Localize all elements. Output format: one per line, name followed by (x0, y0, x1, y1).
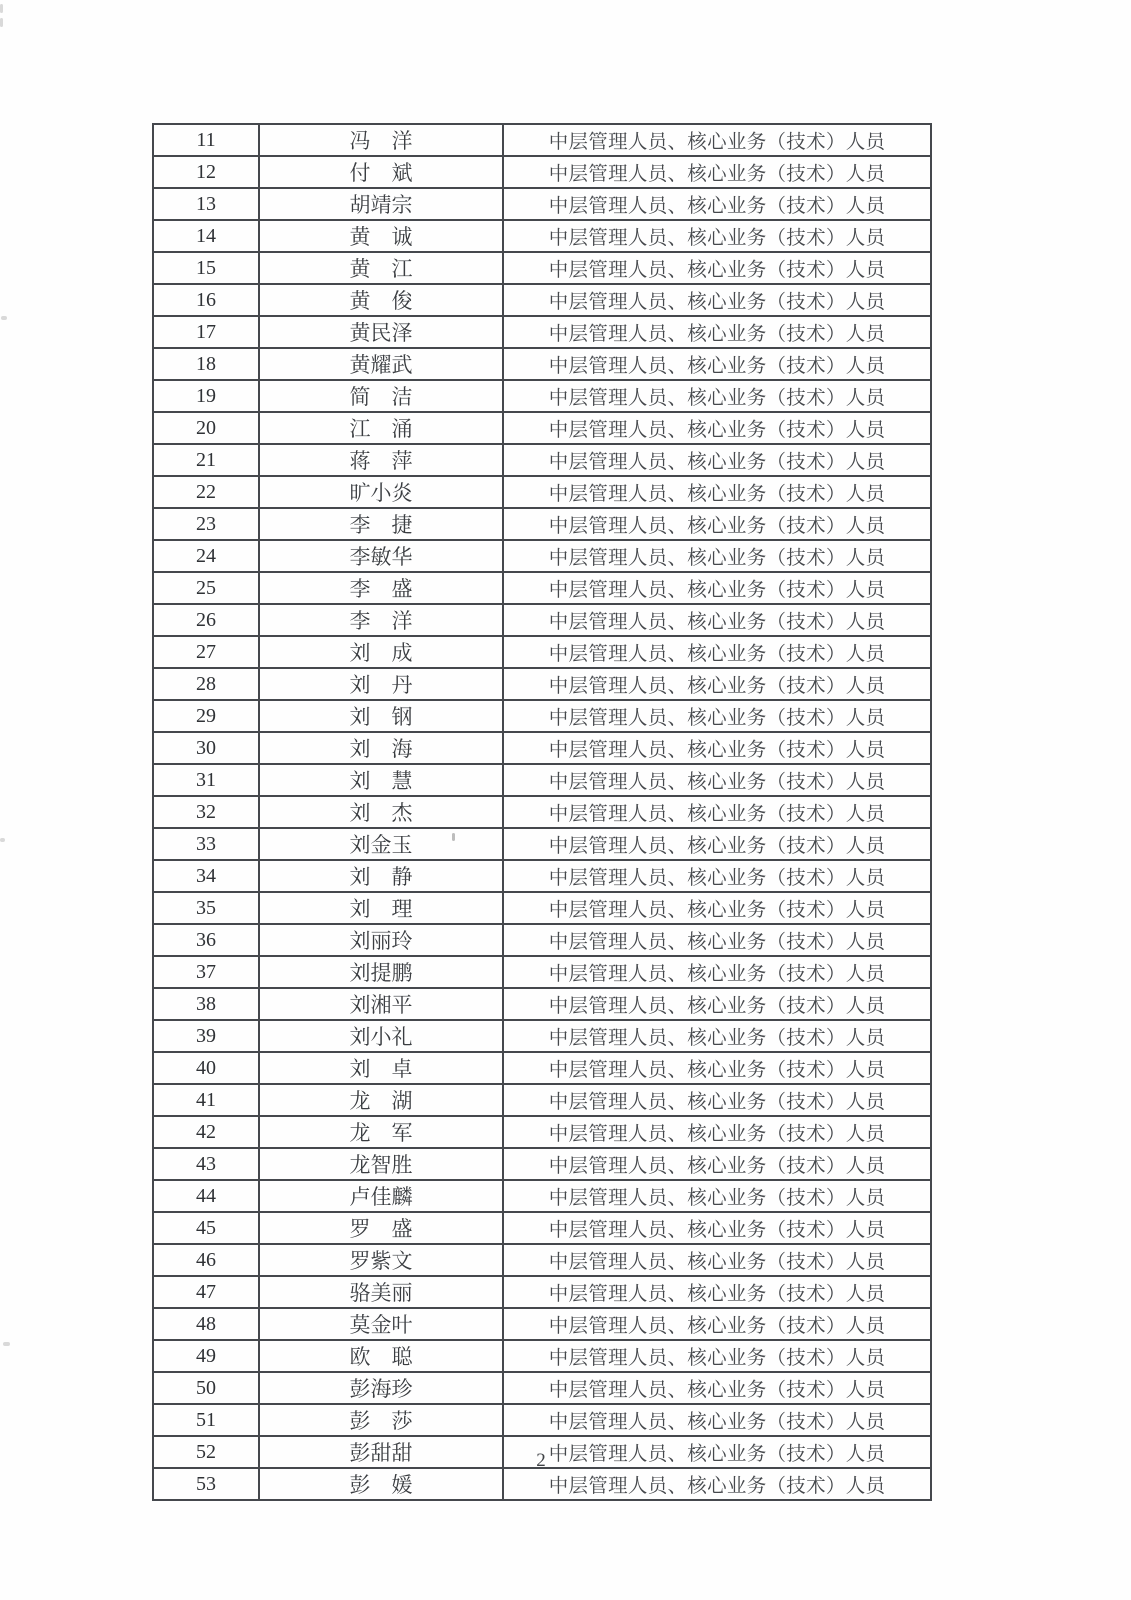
row-index-cell: 40 (153, 1052, 259, 1084)
category-cell: 中层管理人员、核心业务（技术）人员 (503, 1180, 931, 1212)
table-row (153, 988, 931, 1020)
category-cell: 中层管理人员、核心业务（技术）人员 (503, 956, 931, 988)
table-row (153, 604, 931, 636)
category-cell: 中层管理人员、核心业务（技术）人员 (503, 1020, 931, 1052)
table-row (153, 828, 931, 860)
name-cell: 卢佳麟 (259, 1180, 503, 1212)
row-index-cell: 51 (153, 1404, 259, 1436)
scan-artifact (452, 833, 455, 841)
table-row (153, 380, 931, 412)
table-row (153, 796, 931, 828)
category-cell: 中层管理人员、核心业务（技术）人员 (503, 604, 931, 636)
row-index-cell: 26 (153, 604, 259, 636)
table-row (153, 924, 931, 956)
row-index-cell: 13 (153, 188, 259, 220)
row-index-cell: 17 (153, 316, 259, 348)
category-cell: 中层管理人员、核心业务（技术）人员 (503, 988, 931, 1020)
row-index-cell: 53 (153, 1468, 259, 1500)
row-index-cell: 41 (153, 1084, 259, 1116)
table-row (153, 668, 931, 700)
category-cell: 中层管理人员、核心业务（技术）人员 (503, 156, 931, 188)
category-cell: 中层管理人员、核心业务（技术）人员 (503, 1116, 931, 1148)
table-row (153, 1308, 931, 1340)
name-cell: 蒋 萍 (259, 444, 503, 476)
category-cell: 中层管理人员、核心业务（技术）人员 (503, 668, 931, 700)
category-cell: 中层管理人员、核心业务（技术）人员 (503, 540, 931, 572)
row-index-cell: 34 (153, 860, 259, 892)
category-cell: 中层管理人员、核心业务（技术）人员 (503, 1404, 931, 1436)
name-cell: 黄 俊 (259, 284, 503, 316)
page-number: 2 (536, 1450, 546, 1471)
name-cell: 骆美丽 (259, 1276, 503, 1308)
category-cell: 中层管理人员、核心业务（技术）人员 (503, 188, 931, 220)
category-cell: 中层管理人员、核心业务（技术）人员 (503, 892, 931, 924)
table-row (153, 1468, 931, 1500)
name-cell: 刘金玉 (259, 828, 503, 860)
table-row (153, 540, 931, 572)
row-index-cell: 19 (153, 380, 259, 412)
table-row (153, 412, 931, 444)
name-cell: 李 捷 (259, 508, 503, 540)
name-cell: 刘丽玲 (259, 924, 503, 956)
row-index-cell: 14 (153, 220, 259, 252)
table-row (153, 892, 931, 924)
table-row (153, 636, 931, 668)
row-index-cell: 50 (153, 1372, 259, 1404)
category-cell: 中层管理人员、核心业务（技术）人员 (503, 348, 931, 380)
name-cell: 刘 杰 (259, 796, 503, 828)
table-row (153, 732, 931, 764)
category-cell: 中层管理人员、核心业务（技术）人员 (503, 732, 931, 764)
category-cell: 中层管理人员、核心业务（技术）人员 (503, 316, 931, 348)
row-index-cell: 35 (153, 892, 259, 924)
category-cell: 中层管理人员、核心业务（技术）人员 (503, 764, 931, 796)
row-index-cell: 25 (153, 572, 259, 604)
name-cell: 欧 聪 (259, 1340, 503, 1372)
name-cell: 付 斌 (259, 156, 503, 188)
category-cell: 中层管理人员、核心业务（技术）人员 (503, 1276, 931, 1308)
category-cell: 中层管理人员、核心业务（技术）人员 (503, 1052, 931, 1084)
row-index-cell: 18 (153, 348, 259, 380)
table-row (153, 220, 931, 252)
category-cell: 中层管理人员、核心业务（技术）人员 (503, 1340, 931, 1372)
name-cell: 冯 洋 (259, 124, 503, 156)
table-row (153, 956, 931, 988)
row-index-cell: 48 (153, 1308, 259, 1340)
name-cell: 刘小礼 (259, 1020, 503, 1052)
category-cell: 中层管理人员、核心业务（技术）人员 (503, 1212, 931, 1244)
row-index-cell: 31 (153, 764, 259, 796)
name-cell: 龙 军 (259, 1116, 503, 1148)
row-index-cell: 29 (153, 700, 259, 732)
name-cell: 彭 莎 (259, 1404, 503, 1436)
table-row (153, 444, 931, 476)
category-cell: 中层管理人员、核心业务（技术）人员 (503, 476, 931, 508)
category-cell: 中层管理人员、核心业务（技术）人员 (503, 636, 931, 668)
table-row (153, 700, 931, 732)
table-row (153, 572, 931, 604)
row-index-cell: 11 (153, 124, 259, 156)
category-cell: 中层管理人员、核心业务（技术）人员 (503, 380, 931, 412)
category-cell: 中层管理人员、核心业务（技术）人员 (503, 220, 931, 252)
table-row (153, 1372, 931, 1404)
row-index-cell: 42 (153, 1116, 259, 1148)
table-row (153, 156, 931, 188)
name-cell: 刘 钢 (259, 700, 503, 732)
name-cell: 莫金叶 (259, 1308, 503, 1340)
table-row (153, 1180, 931, 1212)
category-cell: 中层管理人员、核心业务（技术）人员 (503, 1148, 931, 1180)
category-cell: 中层管理人员、核心业务（技术）人员 (503, 700, 931, 732)
name-cell: 李 洋 (259, 604, 503, 636)
row-index-cell: 24 (153, 540, 259, 572)
name-cell: 刘提鹏 (259, 956, 503, 988)
row-index-cell: 20 (153, 412, 259, 444)
name-cell: 简 洁 (259, 380, 503, 412)
name-cell: 黄民泽 (259, 316, 503, 348)
category-cell: 中层管理人员、核心业务（技术）人员 (503, 124, 931, 156)
row-index-cell: 38 (153, 988, 259, 1020)
row-index-cell: 45 (153, 1212, 259, 1244)
name-cell: 刘 卓 (259, 1052, 503, 1084)
name-cell: 刘 静 (259, 860, 503, 892)
name-cell: 黄耀武 (259, 348, 503, 380)
table-row (153, 284, 931, 316)
table-row (153, 1052, 931, 1084)
table-row (153, 1404, 931, 1436)
name-cell: 彭甜甜 (259, 1436, 503, 1468)
roster-table-body (153, 124, 931, 1500)
row-index-cell: 44 (153, 1180, 259, 1212)
name-cell: 黄 江 (259, 252, 503, 284)
category-cell: 中层管理人员、核心业务（技术）人员 (503, 444, 931, 476)
table-row (153, 764, 931, 796)
name-cell: 罗紫文 (259, 1244, 503, 1276)
name-cell: 彭海珍 (259, 1372, 503, 1404)
category-cell: 中层管理人员、核心业务（技术）人员 (503, 828, 931, 860)
row-index-cell: 36 (153, 924, 259, 956)
row-index-cell: 30 (153, 732, 259, 764)
name-cell: 刘湘平 (259, 988, 503, 1020)
table-row (153, 188, 931, 220)
table-row (153, 1340, 931, 1372)
table-row (153, 348, 931, 380)
table-row (153, 124, 931, 156)
row-index-cell: 23 (153, 508, 259, 540)
row-index-cell: 16 (153, 284, 259, 316)
name-cell: 李敏华 (259, 540, 503, 572)
table-row (153, 1116, 931, 1148)
category-cell: 中层管理人员、核心业务（技术）人员 (503, 924, 931, 956)
name-cell: 刘 成 (259, 636, 503, 668)
table-row (153, 1148, 931, 1180)
row-index-cell: 21 (153, 444, 259, 476)
table-row (153, 1084, 931, 1116)
row-index-cell: 47 (153, 1276, 259, 1308)
scan-artifact (0, 18, 3, 27)
table-row (153, 1244, 931, 1276)
table-row (153, 1212, 931, 1244)
row-index-cell: 27 (153, 636, 259, 668)
name-cell: 李 盛 (259, 572, 503, 604)
row-index-cell: 52 (153, 1436, 259, 1468)
row-index-cell: 15 (153, 252, 259, 284)
name-cell: 江 涌 (259, 412, 503, 444)
row-index-cell: 33 (153, 828, 259, 860)
row-index-cell: 43 (153, 1148, 259, 1180)
category-cell: 中层管理人员、核心业务（技术）人员 (503, 1244, 931, 1276)
name-cell: 刘 丹 (259, 668, 503, 700)
row-index-cell: 22 (153, 476, 259, 508)
scan-artifact (0, 838, 5, 842)
category-cell: 中层管理人员、核心业务（技术）人员 (503, 572, 931, 604)
table-row (153, 316, 931, 348)
name-cell: 龙智胜 (259, 1148, 503, 1180)
name-cell: 刘 慧 (259, 764, 503, 796)
personnel-roster-table (152, 123, 932, 1501)
category-cell: 中层管理人员、核心业务（技术）人员 (503, 412, 931, 444)
row-index-cell: 28 (153, 668, 259, 700)
name-cell: 黄 诚 (259, 220, 503, 252)
name-cell: 罗 盛 (259, 1212, 503, 1244)
category-cell: 中层管理人员、核心业务（技术）人员 (503, 508, 931, 540)
category-cell: 中层管理人员、核心业务（技术）人员 (503, 860, 931, 892)
row-index-cell: 37 (153, 956, 259, 988)
name-cell: 刘 理 (259, 892, 503, 924)
category-cell: 中层管理人员、核心业务（技术）人员 (503, 1084, 931, 1116)
category-cell: 中层管理人员、核心业务（技术）人员 (503, 1436, 931, 1468)
category-cell: 中层管理人员、核心业务（技术）人员 (503, 1308, 931, 1340)
table-row (153, 1276, 931, 1308)
scan-artifact (0, 4, 3, 13)
name-cell: 彭 媛 (259, 1468, 503, 1500)
table-row (153, 476, 931, 508)
category-cell: 中层管理人员、核心业务（技术）人员 (503, 1468, 931, 1500)
scan-artifact (3, 1342, 10, 1346)
category-cell: 中层管理人员、核心业务（技术）人员 (503, 284, 931, 316)
category-cell: 中层管理人员、核心业务（技术）人员 (503, 1372, 931, 1404)
table-row (153, 1020, 931, 1052)
category-cell: 中层管理人员、核心业务（技术）人员 (503, 796, 931, 828)
name-cell: 胡靖宗 (259, 188, 503, 220)
name-cell: 龙 湖 (259, 1084, 503, 1116)
table-row (153, 252, 931, 284)
table-row (153, 860, 931, 892)
row-index-cell: 39 (153, 1020, 259, 1052)
category-cell: 中层管理人员、核心业务（技术）人员 (503, 252, 931, 284)
scan-artifact (1, 316, 7, 320)
row-index-cell: 32 (153, 796, 259, 828)
name-cell: 旷小炎 (259, 476, 503, 508)
row-index-cell: 12 (153, 156, 259, 188)
table-row (153, 508, 931, 540)
row-index-cell: 46 (153, 1244, 259, 1276)
row-index-cell: 49 (153, 1340, 259, 1372)
name-cell: 刘 海 (259, 732, 503, 764)
